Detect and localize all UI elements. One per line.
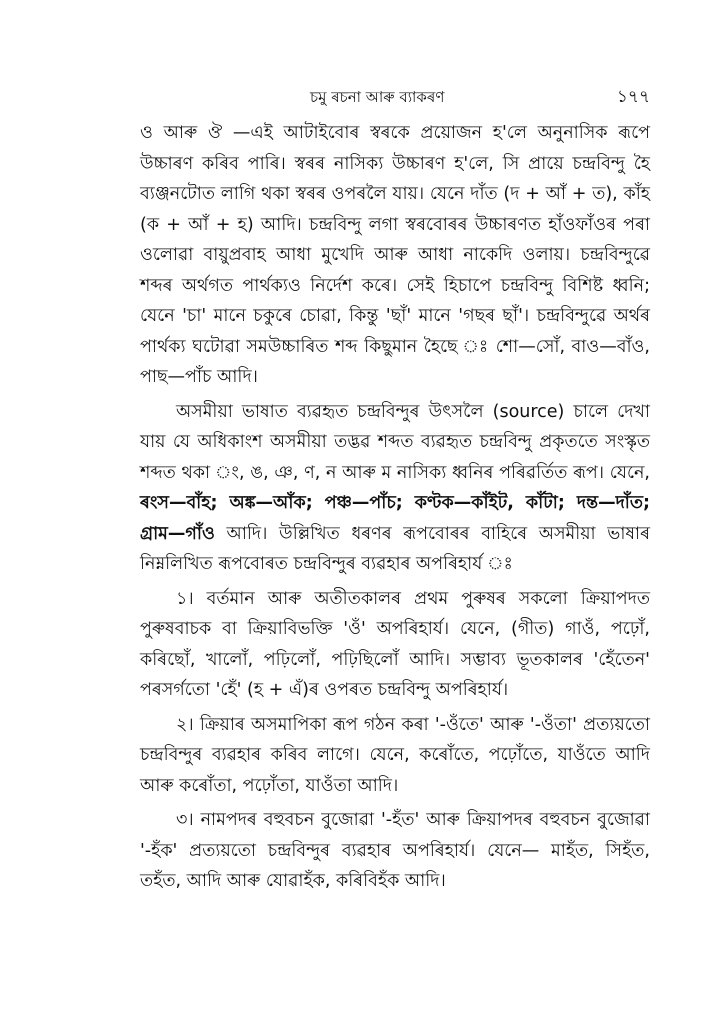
list-item-2: ২। ক্ৰিয়াৰ অসমাপিকা ৰূপ গঠন কৰা '-ওঁতে' আৰু '-ওঁতা' প্ৰত্যয়তো চন্দ্ৰবিন্দুৰ ব্যৱহাৰ কৰিব লাগে। যেনে, কৰোঁতে, পঢ়োঁতে, যাওঁতে আদি আৰু কৰোঁতা, পঢ়োঁতা, যাওঁতা আদি। bbox=[140, 714, 650, 796]
page-number: ১৭৭ bbox=[616, 87, 650, 107]
body-text bbox=[140, 118, 650, 897]
paragraph-2-text-b: আদি। উল্লিখিত ধৰণৰ ৰূপবোৰৰ বাহিৰে অসমীয়া ভাষাৰ নিম্নলিখিত ৰূপবোৰত চন্দ্ৰবিন্দুৰ ব্যৱহাৰ অপৰিহাৰ্য ঃ bbox=[140, 523, 650, 574]
paragraph-2-text-a: অসমীয়া ভাষাত ব্যৱহৃত চন্দ্ৰবিন্দুৰ উৎসলৈ (source) চালে দেখা যায় যে অধিকাংশ অসমীয়া তদ্ভৱ শব্দত ব্যৱহৃত চন্দ্ৰবিন্দু প্ৰকৃততে সংস্কৃত শব্দত থকা ং, ঙ, ঞ, ণ, ন আৰু ম নাসিক্য ধ্বনিৰ পৰিৱৰ্তিত ৰূপ। যেনে, bbox=[140, 401, 650, 483]
list-item-3: ৩। নামপদৰ বহুবচন বুজোৱা '-হঁত' আৰু ক্ৰিয়াপদৰ বহুবচন বুজোৱা '-হঁক' প্ৰত্যয়তো চন্দ্ৰবিন্দুৰ ব্যৱহাৰ অপৰিহাৰ্য। যেনে— মাহঁত, সিহঁত, তহঁত, আদি আৰু যোৱাহঁক, কৰিবিহঁক আদি। bbox=[140, 810, 650, 891]
running-head: চমু ৰচনা আৰু ব্যাকৰণ bbox=[310, 88, 445, 106]
paragraph-2-examples: ৰংস—বাঁহ; অঙ্ক—আঁক; পঞ্চ—পাঁচ; কণ্টক—কাঁইট, কাঁটা; দন্ত—দাঁত; গ্ৰাম—গাঁও bbox=[140, 493, 650, 544]
page-header bbox=[110, 86, 650, 112]
paragraph-2 bbox=[140, 397, 650, 580]
list-item-1: ১। বৰ্তমান আৰু অতীতকালৰ প্ৰথম পুৰুষৰ সকলো ক্ৰিয়াপদত পুৰুষবাচক বা ক্ৰিয়াবিভক্তি 'ওঁ' অপৰিহাৰ্য। যেনে, (গীত) গাওঁ, পঢ়োঁ, কৰিছোঁ, খালোঁ, পঢ়িলোঁ, পঢ়িছিলোঁ আদি। সম্ভাব্য ভূতকালৰ 'হেঁতেন' পৰসৰ্গতো 'হেঁ' (হ + এঁ)ৰ ওপৰত চন্দ্ৰবিন্দু অপৰিহাৰ্য। bbox=[140, 588, 650, 700]
paragraph-1: ও আৰু ঔ —এই আটাইবোৰ স্বৰকে প্ৰয়োজন হ'লে অনুনাসিক ৰূপে উচ্চাৰণ কৰিব পাৰি। স্বৰৰ নাসিক্য উচ্চাৰণ হ'লে, সি প্ৰায়ে চন্দ্ৰবিন্দু হৈ ব্যঞ্জনটোত লাগি থকা স্বৰৰ ওপৰলৈ যায়। যেনে দাঁত (দ + আঁ + ত), কাঁহ (ক + আঁ + হ) আদি। চন্দ্ৰবিন্দু লগা স্বৰবোৰৰ উচ্চাৰণত হাঁওফাঁওৰ পৰা ওলোৱা বায়ুপ্ৰবাহ আধা মুখেদি আৰু আধা নাকেদি ওলায়। চন্দ্ৰবিন্দুৱে শব্দৰ অৰ্থগত পাৰ্থক্যও নিৰ্দেশ কৰে। সেই হিচাপে চন্দ্ৰবিন্দু বিশিষ্ট ধ্বনি; যেনে 'চা' মানে চকুৰে চোৱা, কিন্তু 'ছাঁ' মানে 'গছৰ ছাঁ'। চন্দ্ৰবিন্দুৱে অৰ্থৰ পাৰ্থক্য ঘটোৱা সমউচ্চাৰিত শব্দ কিছুমান হৈছে ঃ শো—সোঁ, বাও—বাঁও, পাছ—পাঁচ আদি। bbox=[140, 123, 650, 387]
